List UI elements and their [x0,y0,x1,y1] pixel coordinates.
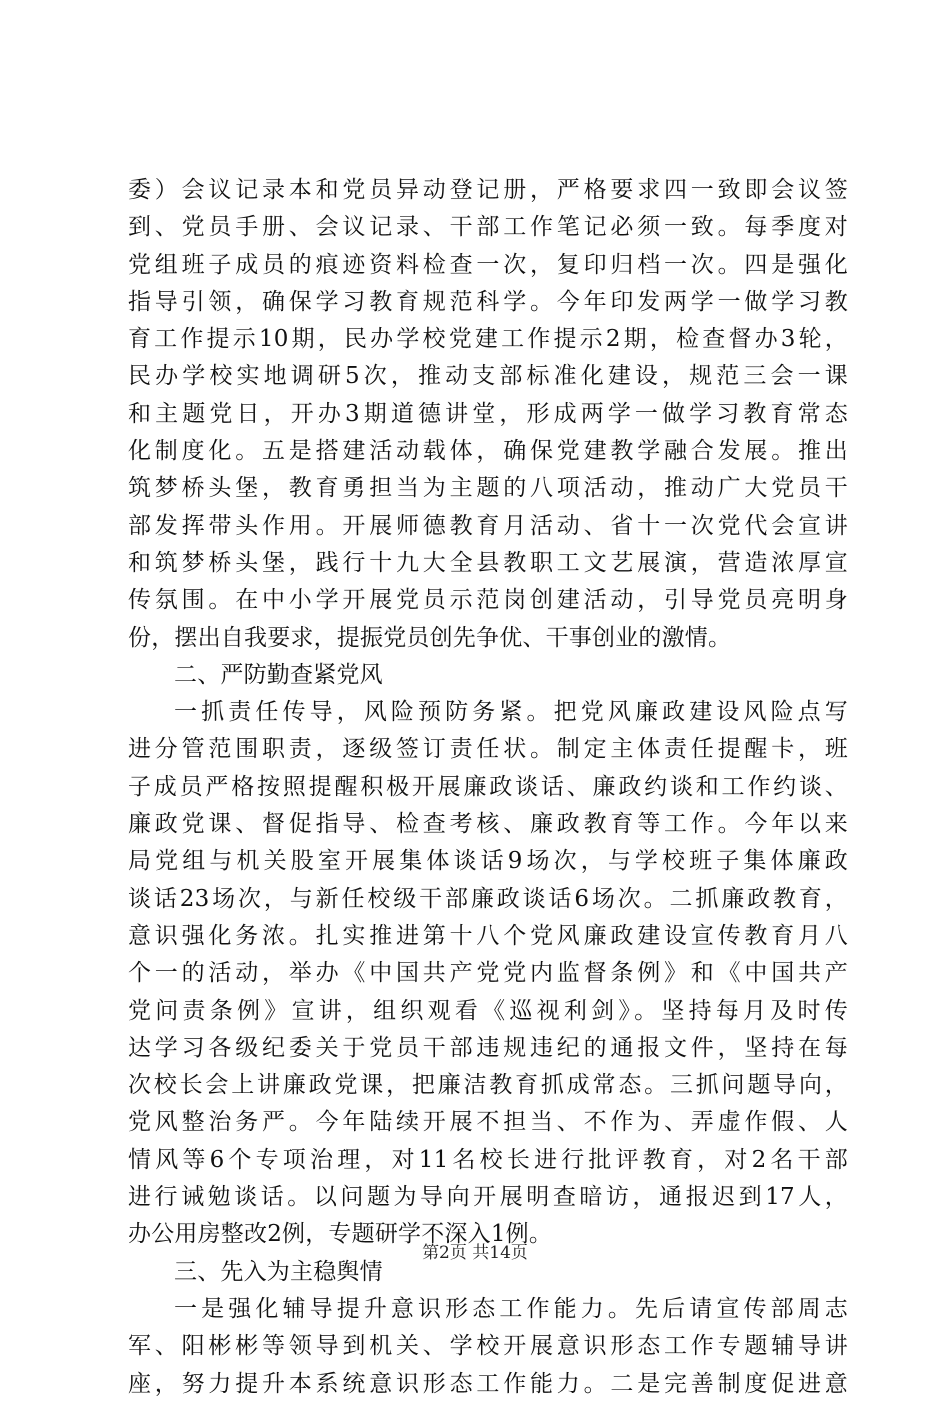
page-footer [0,1238,950,1263]
text-line: 意识强化务浓。扎实推进第十八个党风廉政建设宣传教育月八 [128,922,848,949]
text-line: 廉政党课、督促指导、检查考核、廉政教育等工作。今年以来 [128,811,848,838]
text-line: 一抓责任传导，风险预防务紧。把党风廉政建设风险点写 [174,699,848,726]
text-line: 谈话23场次，与新任校级干部廉政谈话6场次。二抓廉政教育， [128,885,848,912]
text-line: 情风等6个专项治理，对11名校长进行批评教育，对2名干部 [128,1146,848,1173]
text-line: 子成员严格按照提醒积极开展廉政谈话、廉政约谈和工作约谈、 [128,773,848,800]
section-heading: 三、先入为主稳舆情 [174,1258,383,1285]
text-line: 进分管范围职责，逐级签订责任状。制定主体责任提醒卡，班 [128,736,848,763]
text-line: 和筑梦桥头堡，践行十九大全县教职工文艺展演，营造浓厚宣 [128,549,848,576]
text-line: 育工作提示10期，民办学校党建工作提示2期，检查督办3轮， [128,326,848,353]
section-heading: 二、严防勤查紧党风 [174,661,383,688]
text-line: 个一的活动，举办《中国共产党党内监督条例》和《中国共产 [128,960,848,987]
text-line: 党问责条例》宣讲，组织观看《巡视利剑》。坚持每月及时传 [128,997,848,1024]
text-line: 一是强化辅导提升意识形态工作能力。先后请宣传部周志 [174,1295,848,1322]
text-line: 办公用房整改2例，专题研学不深入1例。 [128,1221,553,1248]
text-line: 份，摆出自我要求，提振党员创先争优、干事创业的激情。 [128,624,732,651]
text-line: 部发挥带头作用。开展师德教育月活动、省十一次党代会宣讲 [128,512,848,539]
text-line: 传氛围。在中小学开展党员示范岗创建活动，引导党员亮明身 [128,587,848,614]
text-line: 局党组与机关股室开展集体谈话9场次，与学校班子集体廉政 [128,848,848,875]
text-line: 委）会议记录本和党员异动登记册，严格要求四一致即会议签 [128,177,848,203]
text-line: 民办学校实地调研5次，推动支部标准化建设，规范三会一课 [128,363,848,390]
text-line: 指导引领，确保学习教育规范科学。今年印发两学一做学习教 [128,288,848,315]
text-line: 和主题党日，开办3期道德讲堂，形成两学一做学习教育常态 [128,400,848,427]
text-line: 党组班子成员的痕迹资料检查一次，复印归档一次。四是强化 [128,251,848,278]
text-line: 化制度化。五是搭建活动载体，确保党建教学融合发展。推出 [128,438,848,465]
text-line: 军、阳彬彬等领导到机关、学校开展意识形态工作专题辅导讲 [128,1333,848,1360]
text-line: 筑梦桥头堡，教育勇担当为主题的八项活动，推动广大党员干 [128,475,848,502]
body-text [128,172,848,1403]
text-line: 进行诫勉谈话。以问题为导向开展明查暗访，通报迟到17人， [128,1184,848,1211]
text-line: 到、党员手册、会议记录、干部工作笔记必须一致。每季度对 [128,214,848,241]
text-line: 次校长会上讲廉政党课，把廉洁教育抓成常态。三抓问题导向， [128,1072,848,1099]
text-line: 座，努力提升本系统意识形态工作能力。二是完善制度促进意 [128,1370,848,1397]
text-line: 党风整治务严。今年陆续开展不担当、不作为、弄虚作假、人 [128,1109,848,1136]
page-number-label: 第2页 共14页 [422,1243,528,1263]
text-line: 达学习各级纪委关于党员干部违规违纪的通报文件，坚持在每 [128,1034,848,1061]
